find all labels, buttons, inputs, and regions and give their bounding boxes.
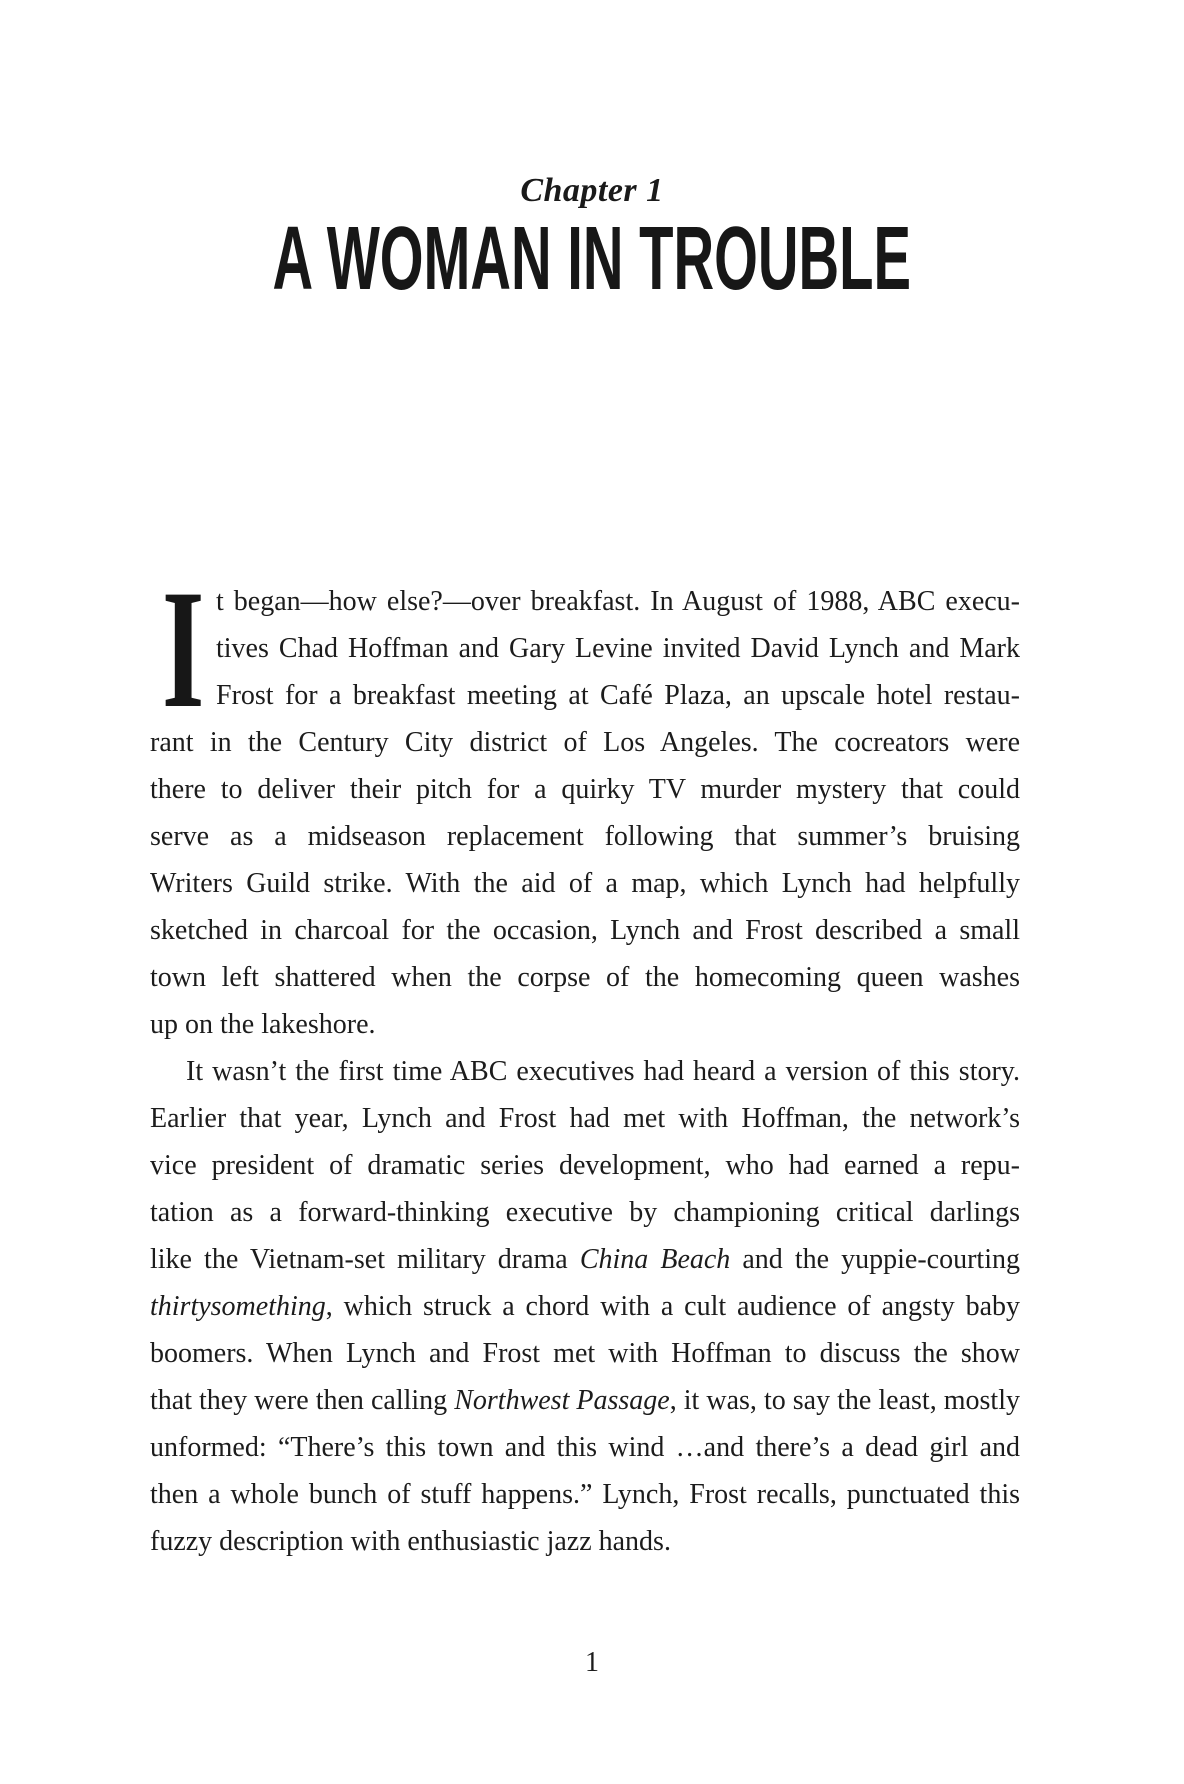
italic-title-northwest-passage: Northwest Passage [454, 1385, 670, 1416]
text-line: Writers Guild strike. With the aid of a map, which Lynch had helpfully [150, 868, 1020, 899]
text-line: there to deliver their pitch for a quirky TV murder mystery that could [150, 774, 1020, 805]
text-line: It wasn’t the first time ABC executives had heard a version of this story. [186, 1056, 1020, 1087]
text-line: serve as a midseason replacement following that summer’s bruising [150, 821, 1020, 852]
text-line: Earlier that year, Lynch and Frost had met with Hoffman, the network’s [150, 1103, 1020, 1134]
text-line [150, 1283, 1020, 1330]
text-line: Frost for a breakfast meeting at Café Plaza, an upscale hotel restau- [216, 680, 1020, 711]
text-line: tation as a forward-thinking executive by championing critical darlings [150, 1197, 1020, 1228]
page-number: 1 [585, 1647, 599, 1678]
text-line: sketched in charcoal for the occasion, Lynch and Frost described a small [150, 915, 1020, 946]
text-line: boomers. When Lynch and Frost met with Hoffman to discuss the show [150, 1338, 1020, 1369]
text-segment: , it was, to say the least, mostly [669, 1385, 1020, 1416]
text-line: t began—how else?—over breakfast. In August of 1988, ABC execu- [216, 586, 1020, 617]
text-line: then a whole bunch of stuff happens.” Lynch, Frost recalls, punctuated this [150, 1479, 1020, 1510]
drop-cap: I [162, 555, 205, 743]
chapter-label: Chapter 1 [520, 172, 664, 209]
italic-title-thirtysomething: thirtysomething [150, 1291, 326, 1322]
text-segment: like the Vietnam-set military drama [150, 1244, 580, 1275]
text-segment: and the yuppie-courting [730, 1244, 1020, 1275]
body-text [150, 555, 1020, 1565]
text-segment: , which struck a chord with a cult audience of angsty baby [325, 1291, 1020, 1322]
italic-title-china-beach: China Beach [579, 1244, 731, 1275]
text-line: unformed: “There’s this town and this wind …and there’s a dead girl and [150, 1432, 1020, 1463]
text-line: up on the lakeshore. [150, 1009, 376, 1040]
chapter-title: A WOMAN IN TROUBLE [272, 209, 912, 309]
text-line: vice president of dramatic series development, who had earned a repu- [150, 1150, 1020, 1181]
text-line: rant in the Century City district of Los Angeles. The cocreators were [150, 727, 1020, 758]
text-line: fuzzy description with enthusiastic jazz hands. [150, 1526, 671, 1557]
text-segment: that they were then calling [150, 1385, 455, 1416]
text-line [150, 1377, 1020, 1424]
text-line [150, 1236, 1020, 1283]
text-line: tives Chad Hoffman and Gary Levine invited David Lynch and Mark [216, 633, 1020, 664]
chapter-title-row [0, 209, 1184, 309]
text-line: town left shattered when the corpse of the homecoming queen washes [150, 962, 1020, 993]
